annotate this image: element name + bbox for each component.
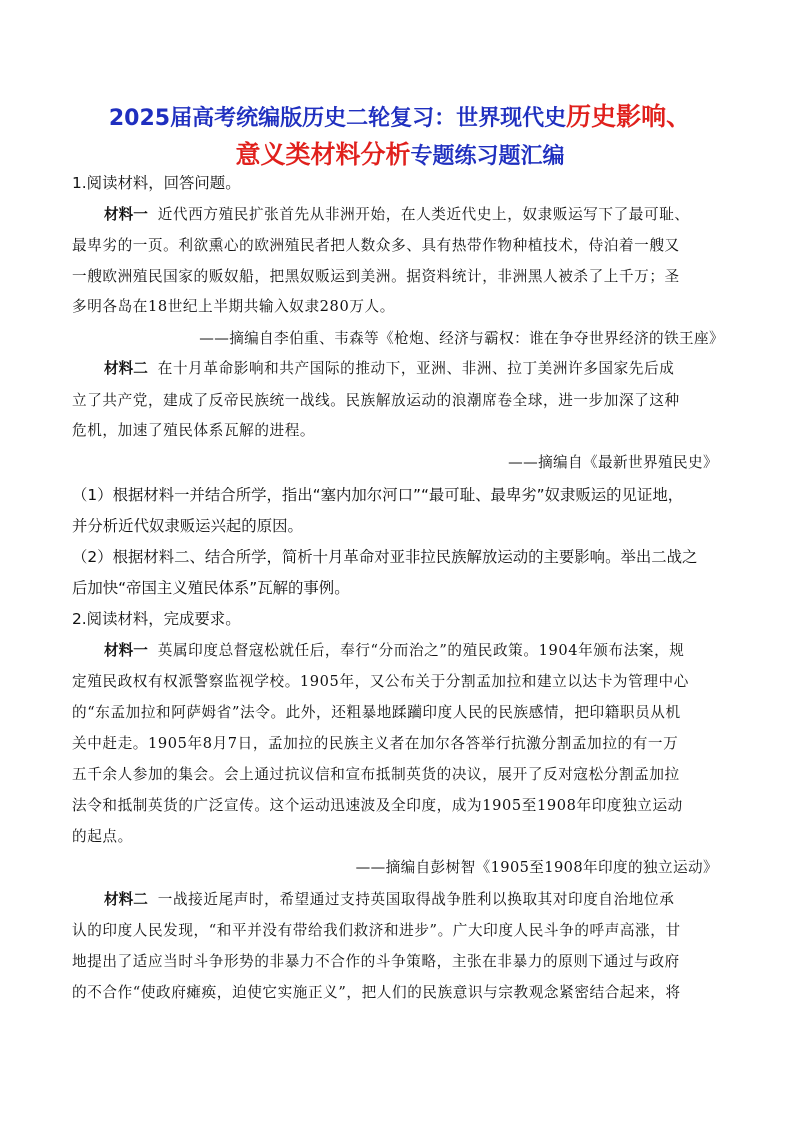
q2-material-1-line: 的起点。 (72, 828, 133, 845)
title-blue-part: 专题练习题汇编 (410, 144, 565, 169)
q2-material-2-line: 地提出了适应当时斗争形势的非暴力不合作的斗争策略，主张在非暴力的原则下通过与政府 (72, 953, 680, 970)
title-red-part: 意义类材料分析 (235, 140, 411, 169)
q1-material-2-source: ——摘编自《最新世界殖民史》 (508, 454, 718, 471)
q1-sub-question-line: 后加快“帝国主义殖民体系”瓦解的事例。 (72, 579, 350, 597)
document-title-line-1 (60, 102, 740, 132)
q1-sub-question-line: （2）根据材料二、结合所学，简析十月革命对亚非拉民族解放运动的主要影响。举出二战之 (72, 548, 698, 566)
q2-material-2-line: 材料二 一战接近尾声时，希望通过支持英国取得战争胜利以换取其对印度自治地位承 (104, 891, 675, 908)
q2-material-1-line: 关中赶走。1905年8月7日，孟加拉的民族主义者在加尔各答举行抗激分割孟加拉的有一万 (72, 735, 679, 752)
q1-material-1-line: 多明各岛在18世纪上半期共输入奴隶280万人。 (72, 298, 395, 315)
q1-material-1-line: 一艘欧洲殖民国家的贩奴船，把黑奴贩运到美洲。据资料统计，非洲黑人被杀了上千万；圣 (72, 268, 680, 285)
q1-material-2-line: 危机，加速了殖民体系瓦解的进程。 (72, 422, 316, 439)
q1-material-1-line: 材料一 近代西方殖民扩张首先从非洲开始，在人类近代史上，奴隶贩运写下了最可耻、 (104, 206, 690, 223)
q1-sub-question-line: 并分析近代奴隶贩运兴起的原因。 (72, 517, 303, 535)
title-red-part: 历史影响、 (566, 102, 692, 131)
question-1-heading: 1.阅读材料，回答问题。 (72, 174, 241, 192)
q2-material-1-line: 的“东孟加拉和阿萨姆省”法令。此外，还粗暴地蹂躏印度人民的民族感情，把印籍职员从机 (72, 704, 681, 721)
material-label: 材料二 (104, 360, 148, 377)
material-label: 材料一 (104, 642, 148, 659)
q1-material-2-line: 材料二 在十月革命影响和共产国际的推动下，亚洲、非洲、拉丁美洲许多国家先后成 (104, 360, 675, 377)
question-2-heading: 2.阅读材料，完成要求。 (72, 610, 241, 628)
q2-material-1-line: 定殖民政权有权派警察监视学校。1905年，又公布关于分割孟加拉和建立以达卡为管理中心 (72, 673, 689, 690)
material-label: 材料二 (104, 891, 148, 908)
q2-material-1-line: 法令和抵制英货的广泛宣传。这个运动迅速波及全印度，成为1905至1908年印度独立运动 (72, 797, 683, 814)
q1-material-1-source: ——摘编自李伯重、韦森等《枪炮、经济与霸权：谁在争夺世界经济的铁王座》 (199, 330, 724, 347)
q2-material-1-line: 五千余人参加的集会。会上通过抗议信和宣布抵制英货的决议，展开了反对寇松分割孟加拉 (72, 766, 680, 783)
title-blue-part: 2025届高考统编版历史二轮复习：世界现代史 (108, 106, 567, 131)
q2-material-1-line: 材料一 英属印度总督寇松就任后，奉行“分而治之”的殖民政策。1904年颁布法案，规 (104, 642, 685, 659)
document-title-line-2 (60, 140, 740, 170)
q2-material-1-source: ——摘编自彭树智《1905至1908年印度的独立运动》 (355, 859, 718, 876)
q2-material-2-line: 的不合作“使政府瘫痪，迫使它实施正义”，把人们的民族意识与宗教观念紧密结合起来，将 (72, 984, 681, 1001)
q2-material-2-line: 认的印度人民发现，“和平并没有带给我们救济和进步”。广大印度人民斗争的呼声高涨，甘 (72, 922, 681, 939)
material-label: 材料一 (104, 206, 148, 223)
q1-material-1-line: 最卑劣的一页。利欲熏心的欧洲殖民者把人数众多、具有热带作物种植技术，侍泊着一艘又 (72, 237, 680, 254)
q1-sub-question-line: （1）根据材料一并结合所学，指出“塞内加尔河口”“最可耻、最卑劣”奴隶贩运的见证地， (72, 486, 684, 504)
q1-material-2-line: 立了共产党，建成了反帝民族统一战线。民族解放运动的浪潮席卷全球，进一步加深了这种 (72, 392, 680, 409)
